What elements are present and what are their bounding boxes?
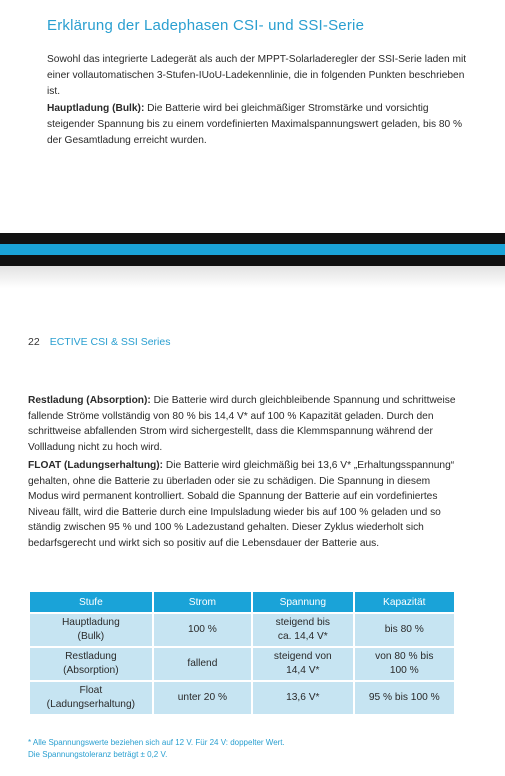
series-name: ECTIVE CSI & SSI Series: [49, 336, 171, 348]
page-number: 22: [28, 336, 40, 348]
absorption-paragraph: [28, 393, 456, 455]
table-row: [29, 613, 455, 647]
float-label: FLOAT (Ladungserhaltung):: [28, 460, 164, 471]
cell-kapazitaet: 95 % bis 100 %: [354, 681, 455, 715]
cell-strom: unter 20 %: [153, 681, 252, 715]
cell-stufe: Float (Ladungserhaltung): [29, 681, 153, 715]
cell-stufe: Hauptladung (Bulk): [29, 613, 153, 647]
col-header-kapazitaet: Kapazität: [354, 591, 455, 613]
cell-strom: fallend: [153, 647, 252, 681]
bulk-paragraph: [47, 101, 477, 149]
cell-spannung: steigend von 14,4 V*: [252, 647, 353, 681]
absorption-label: Restladung (Absorption):: [28, 395, 151, 406]
band-black-bottom: [0, 255, 505, 266]
cell-kapazitaet: von 80 % bis 100 %: [354, 647, 455, 681]
footnote: [28, 737, 285, 761]
bulk-text: Die Batterie wird bei gleichmäßiger Stromstärke und vorsichtig steigender Spannung bis zu einem vordefinierten Maximalspannungswert geladen, bis 80 % der Gesamtladung erreicht wurden.: [47, 103, 463, 146]
col-header-strom: Strom: [153, 591, 252, 613]
table-header-row: [29, 591, 455, 613]
intro-paragraph: Sowohl das integrierte Ladegerät als auch der MPPT-Solarladeregler der SSI-Serie laden mit einer vollautomatischen 3-Stufen-IUoU-Ladekennlinie, die in folgenden Punkten beschrieben ist.: [47, 54, 467, 97]
table-row: [29, 681, 455, 715]
cell-stufe: Restladung (Absorption): [29, 647, 153, 681]
float-text: Die Batterie wird gleichmäßig bei 13,6 V* „Erhaltungsspannung“ gehalten, ohne die Batterie zu überladen oder sie zu schädigen. Die Spannung in diesem Modus wird permanent kontrolliert. Sobald die Spannung der Batterie auf ein vordefiniertes Niveau fällt, wird die Batterie durch eine Impulsladung wieder bis auf 100 % geladen und so ständig zwischen 95 % und 100 % Ladezustand gehalten. Dieser Zyklus wiederholt sich bedarfsgerecht und wirkt sich so positiv auf die Lebensdauer der Batterie aus.: [28, 460, 455, 549]
bulk-label: Hauptladung (Bulk):: [47, 103, 145, 114]
cell-kapazitaet: bis 80 %: [354, 613, 455, 647]
page-header: [28, 336, 170, 348]
float-paragraph: [28, 458, 456, 552]
band-shadow: [0, 266, 505, 288]
band-blue: [0, 244, 505, 255]
footnote-line-2: Die Spannungstoleranz beträgt ± 0,2 V.: [28, 750, 168, 759]
col-header-spannung: Spannung: [252, 591, 353, 613]
charge-phase-table: [28, 590, 456, 716]
absorption-text: Die Batterie wird durch gleichbleibende Spannung und schrittweise fallende Ströme vollständig von 80 % bis 14,4 V* auf 100 % Kapazität geladen. Durch den schrittweise abfallenden Strom wird sichergestellt, dass die Klemmspannung während der Vollladung nicht zu hoch wird.: [28, 395, 456, 453]
cell-spannung: 13,6 V*: [252, 681, 353, 715]
col-header-stufe: Stufe: [29, 591, 153, 613]
table-row: [29, 647, 455, 681]
cell-spannung: steigend bis ca. 14,4 V*: [252, 613, 353, 647]
cell-strom: 100 %: [153, 613, 252, 647]
footnote-line-1: * Alle Spannungswerte beziehen sich auf 12 V. Für 24 V: doppelter Wert.: [28, 738, 285, 747]
band-black-top: [0, 233, 505, 244]
section-heading: Erklärung der Ladephasen CSI- und SSI-Serie: [47, 17, 365, 34]
